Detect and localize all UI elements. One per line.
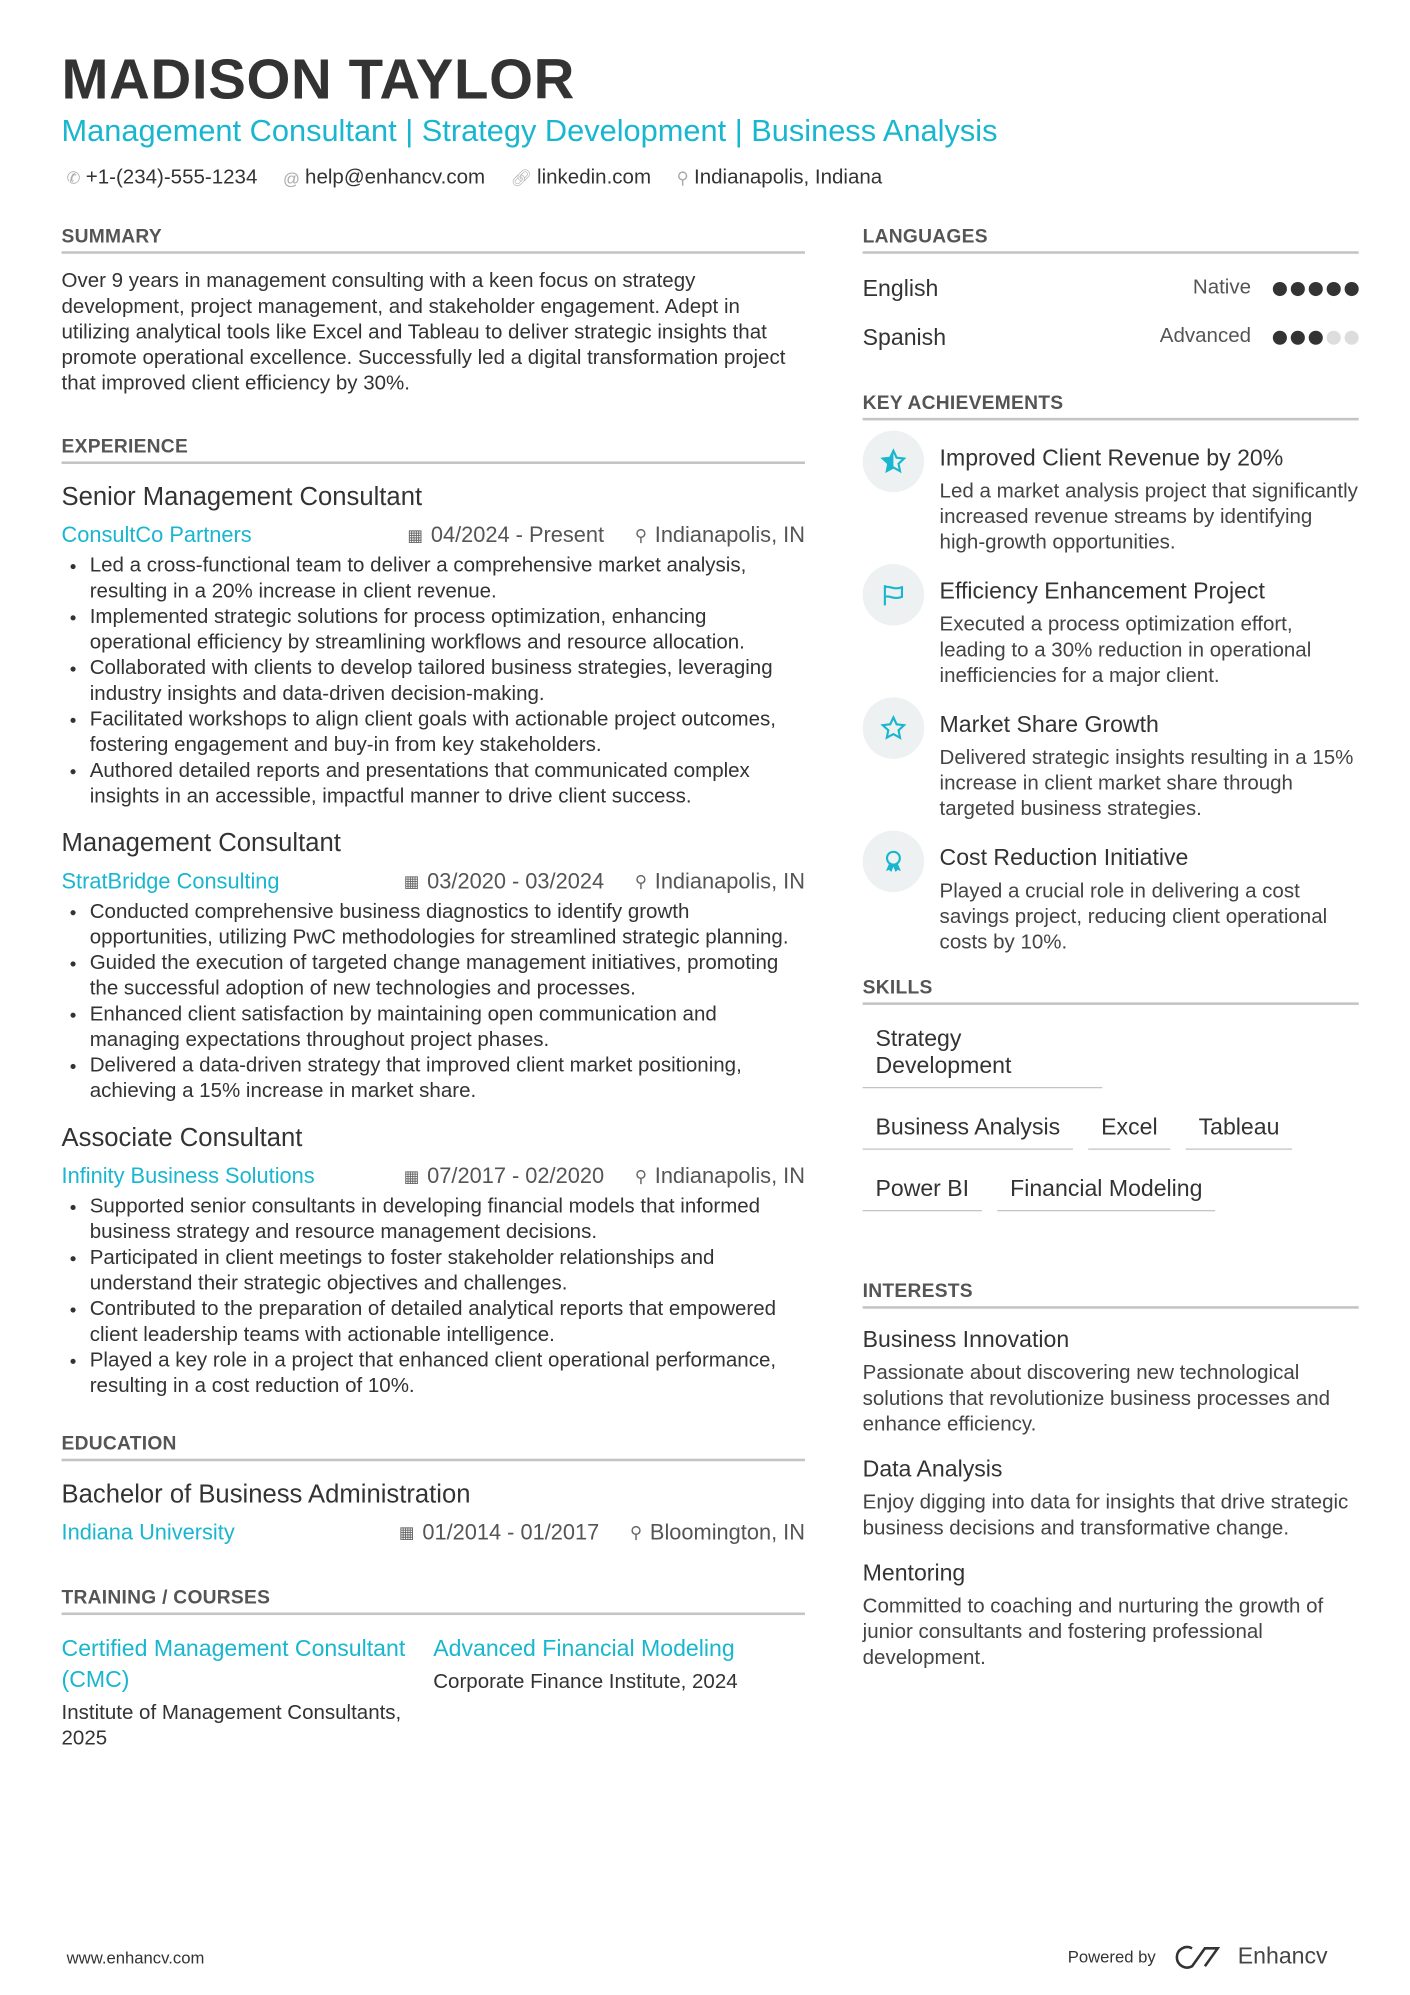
candidate-name: MADISON TAYLOR	[61, 48, 575, 112]
summary-section	[62, 226, 805, 398]
achievement-text: Played a crucial role in delivering a cost savings project, reducing client operational costs by 10%.	[939, 880, 1328, 954]
flag-icon	[863, 564, 925, 626]
achievement-title: Efficiency Enhancement Project	[939, 578, 1265, 604]
course-name: Certified Management Consultant (CMC)	[61, 1635, 406, 1692]
interest-title: Business Innovation	[862, 1326, 1070, 1353]
achievement-content	[940, 843, 1359, 956]
job-dates-group	[404, 866, 604, 897]
proficiency-dot	[1309, 281, 1323, 295]
achievements-section	[863, 392, 1359, 956]
location-pin-icon: ⚲	[634, 1166, 648, 1186]
job-title: Senior Management Consultant	[61, 483, 423, 512]
skill-tag: Excel	[1088, 1109, 1170, 1150]
job-bullets	[62, 1195, 805, 1400]
achievement-title: Cost Reduction Initiative	[939, 844, 1189, 871]
job-location-group	[635, 520, 805, 551]
course-issuer: Corporate Finance Institute, 2024	[433, 1671, 738, 1694]
course-name: Advanced Financial Modeling	[433, 1635, 735, 1662]
location-pin-icon: ⚲	[634, 525, 648, 545]
calendar-icon: ▦	[398, 1522, 415, 1543]
proficiency-dot	[1273, 281, 1287, 295]
achievement-content	[940, 444, 1359, 557]
right-column	[863, 226, 1359, 1690]
job-dates: 04/2024 - Present	[430, 522, 605, 548]
skill-tag: Strategy Development	[863, 1020, 1103, 1088]
proficiency-dots	[1269, 324, 1359, 351]
achievement-item	[863, 577, 1359, 690]
interest-text: Committed to coaching and nurturing the growth of junior consultants and fostering professional development.	[862, 1595, 1324, 1669]
language-name: Spanish	[862, 323, 947, 350]
job-location-group	[635, 1161, 805, 1192]
powered-by: Powered by	[1067, 1947, 1156, 1967]
interests-section	[863, 1281, 1359, 1672]
language-level: Native	[1192, 276, 1252, 299]
language-item	[863, 313, 1359, 362]
bullet-item: • Implemented strategic solutions for process optimization, enhancing operational efficiency by streamlining workflows and resource allocation.	[90, 605, 805, 656]
link-icon: 🔗︎	[510, 167, 532, 188]
job-location: Indianapolis, IN	[654, 522, 805, 548]
job-dates-group	[407, 520, 604, 551]
education-section	[62, 1433, 805, 1548]
achievement-text: Delivered strategic insights resulting in a 15% increase in client market share through targeted business strategies.	[939, 747, 1354, 821]
company-name[interactable]: StratBridge Consulting	[61, 869, 280, 894]
left-column	[62, 226, 805, 1753]
course-item	[433, 1633, 805, 1752]
skill-tag: Power BI	[863, 1170, 982, 1211]
proficiency-dot	[1345, 281, 1359, 295]
language-level: Advanced	[1159, 325, 1252, 348]
brand-name: Enhancv	[1237, 1943, 1328, 1969]
proficiency-dot	[1327, 330, 1341, 344]
proficiency-dot	[1345, 330, 1359, 344]
job-dates: 03/2020 - 03/2024	[427, 869, 605, 894]
job-location: Indianapolis, IN	[654, 1163, 805, 1189]
interest-text: Passionate about discovering new technological solutions that revolutionize business processes and enhance efficiency.	[862, 1362, 1331, 1436]
bullet-item: • Played a key role in a project that enhanced client operational performance, resulting in a cost reduction of 10%.	[90, 1348, 805, 1399]
achievement-text: Executed a process optimization effort, leading to a 30% reduction in operational inefficiencies for a major client.	[939, 613, 1312, 688]
achievement-text: Led a market analysis project that significantly increased revenue streams by identifying high-growth opportunities.	[939, 480, 1358, 554]
job-bullets	[62, 900, 805, 1105]
languages-section	[863, 226, 1359, 362]
section-heading: LANGUAGES	[863, 226, 1359, 254]
bullet-item: • Enhanced client satisfaction by maintaining open communication and managing expectations throughout project phases.	[90, 1002, 805, 1053]
bullet-item: • Facilitated workshops to align client goals with actionable project outcomes, fostering engagement and buy-in from key stakeholders.	[90, 708, 805, 759]
edu-location: Bloomington, IN	[649, 1520, 805, 1545]
language-item	[863, 264, 1359, 313]
skill-tag: Business Analysis	[863, 1109, 1073, 1150]
bullet-item: • Conducted comprehensive business diagnostics to identify growth opportunities, utilizing PwC methodologies for streamlined strategic planning.	[90, 900, 805, 951]
job-entry	[62, 482, 805, 810]
section-heading: INTERESTS	[863, 1281, 1359, 1309]
enhancv-logo-icon	[1174, 1944, 1220, 1970]
bullet-item: • Led a cross-functional team to deliver a comprehensive market analysis, resulting in a 20% increase in client revenue.	[90, 554, 805, 605]
interest-item	[863, 1560, 1359, 1672]
degree: Bachelor of Business Administration	[61, 1480, 471, 1509]
edu-dates: 01/2014 - 01/2017	[422, 1520, 600, 1545]
job-dates: 07/2017 - 02/2020	[427, 1163, 605, 1189]
calendar-icon: ▦	[403, 871, 420, 891]
job-title: Associate Consultant	[61, 1124, 303, 1153]
job-entry	[62, 828, 805, 1105]
phone: +1-(234)-555-1234	[85, 166, 258, 189]
job-meta	[62, 866, 805, 897]
bullet-item: • Guided the execution of targeted change management initiatives, promoting the successful adoption of new technologies and processes.	[90, 951, 805, 1002]
summary-text: Over 9 years in management consulting with a keen focus on strategy development, project management, and stakeholder engagement. Adept in utilizing analytical tools like Excel and Tableau to deliver strategic insights that promote operational excellence. Successfully led a digital transformation project that improved client efficiency by 30%.	[61, 270, 786, 395]
job-dates-group	[404, 1161, 604, 1192]
section-heading: SUMMARY	[62, 226, 805, 254]
section-heading: TRAINING / COURSES	[62, 1587, 805, 1615]
interest-item	[863, 1456, 1359, 1542]
achievement-content	[940, 710, 1359, 823]
proficiency-dot	[1291, 330, 1305, 344]
achievement-title: Market Share Growth	[939, 711, 1159, 738]
calendar-icon: ▦	[403, 1166, 420, 1186]
skill-tag: Tableau	[1186, 1109, 1292, 1150]
job-bullets	[62, 554, 805, 810]
bullet-item: • Collaborated with clients to develop tailored business strategies, leveraging industry insights and data-driven decision-making.	[90, 656, 805, 707]
job-entry	[62, 1123, 805, 1400]
section-heading: SKILLS	[863, 977, 1359, 1005]
experience-section	[62, 436, 805, 1400]
section-heading: EXPERIENCE	[62, 436, 805, 464]
proficiency-dot	[1273, 330, 1287, 344]
proficiency-dots	[1269, 275, 1359, 302]
bullet-item: • Supported senior consultants in developing financial models that informed business strategy and resource management decisions.	[90, 1195, 805, 1246]
school: Indiana University	[61, 1520, 235, 1545]
location-pin-icon: ⚲	[676, 167, 689, 188]
section-heading: EDUCATION	[62, 1433, 805, 1461]
section-heading: KEY ACHIEVEMENTS	[863, 392, 1359, 420]
bullet-item: • Delivered a data-driven strategy that improved client market positioning, achieving a 15% increase in market share.	[90, 1054, 805, 1105]
interest-text: Enjoy digging into data for insights that drive strategic business decisions and transformative change.	[862, 1492, 1349, 1540]
achievement-title: Improved Client Revenue by 20%	[939, 444, 1284, 471]
location-pin-icon: ⚲	[634, 871, 648, 891]
company-name[interactable]: ConsultCo Partners	[61, 522, 252, 548]
phone-icon: ✆	[66, 167, 81, 188]
contact-row	[67, 167, 883, 190]
calendar-icon: ▦	[407, 525, 424, 545]
achievement-item	[863, 843, 1359, 956]
bullet-item: • Participated in client meetings to foster stakeholder relationships and understand their strategic objectives and challenges.	[90, 1246, 805, 1297]
company-name[interactable]: Infinity Business Solutions	[61, 1163, 315, 1189]
skill-tag: Financial Modeling	[997, 1170, 1215, 1211]
interest-title: Mentoring	[862, 1559, 966, 1586]
location: Indianapolis, Indiana	[694, 166, 883, 189]
proficiency-dot	[1327, 281, 1341, 295]
course-issuer: Institute of Management Consultants, 2025	[61, 1702, 402, 1750]
interest-item	[863, 1327, 1359, 1439]
candidate-title: Management Consultant | Strategy Development | Business Analysis	[61, 114, 998, 149]
linkedin-link[interactable]: linkedin.com	[537, 166, 652, 189]
footer-website[interactable]: www.enhancv.com	[66, 1948, 205, 1968]
interest-title: Data Analysis	[862, 1456, 1003, 1482]
star-half-icon	[863, 431, 925, 493]
job-location: Indianapolis, IN	[654, 869, 805, 894]
job-meta	[62, 520, 805, 551]
training-section	[62, 1587, 805, 1752]
at-icon: @	[282, 168, 300, 188]
achievement-content	[940, 577, 1359, 690]
proficiency-dot	[1309, 330, 1323, 344]
skills-section	[863, 977, 1359, 1232]
star-icon	[863, 697, 925, 759]
bullet-item: • Contributed to the preparation of detailed analytical reports that empowered client leadership teams with actionable intelligence.	[90, 1297, 805, 1348]
award-icon	[863, 831, 925, 893]
language-name: English	[862, 274, 939, 301]
bullet-item: • Authored detailed reports and presentations that communicated complex insights in an accessible, impactful manner to drive client success.	[90, 759, 805, 810]
location-pin-icon: ⚲	[630, 1522, 643, 1543]
course-item	[62, 1633, 434, 1752]
footer-branding	[1068, 1943, 1328, 1970]
job-title: Management Consultant	[61, 829, 341, 858]
job-meta	[62, 1161, 805, 1192]
job-location-group	[635, 866, 805, 897]
proficiency-dot	[1291, 281, 1305, 295]
achievement-item	[863, 444, 1359, 557]
email-link[interactable]: help@enhancv.com	[305, 166, 486, 189]
achievement-item	[863, 710, 1359, 823]
